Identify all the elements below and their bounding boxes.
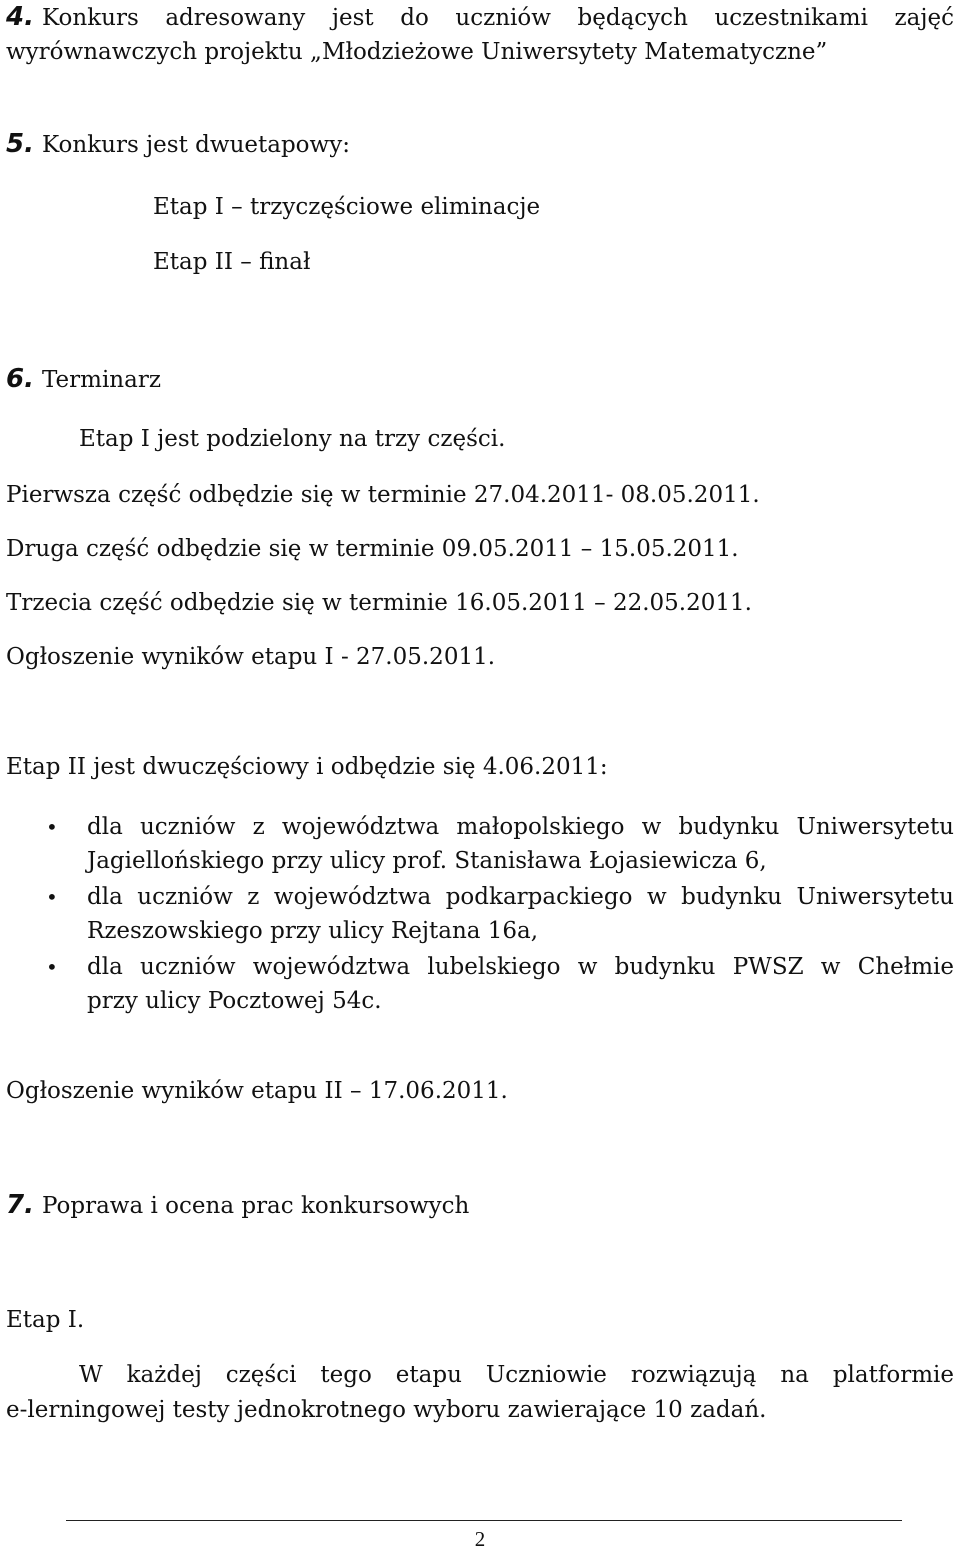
section-5-title: Konkurs jest dwuetapowy: bbox=[41, 132, 350, 158]
location-1-line-1: dla uczniów z województwa małopolskiego w budynku Uniwersytetu bbox=[87, 814, 954, 840]
section-7-paragraph-line-2: e-lerningowej testy jednokrotnego wyboru zawierające 10 zadań. bbox=[6, 1397, 767, 1423]
bullet-icon: • bbox=[46, 955, 58, 979]
section-5-stage-1: Etap I – trzyczęściowe eliminacje bbox=[153, 194, 541, 220]
section-5-heading bbox=[6, 127, 350, 162]
section-7-paragraph-line-1: W każdej części tego etapu Uczniowie rozwiązują na platformie bbox=[79, 1362, 954, 1388]
bullet-icon: • bbox=[46, 815, 58, 839]
section-7-heading bbox=[6, 1188, 469, 1223]
location-3-line-1: dla uczniów województwa lubelskiego w budynku PWSZ w Chełmie bbox=[87, 954, 954, 980]
section-6-part-2: Druga część odbędzie się w terminie 09.05.2011 – 15.05.2011. bbox=[6, 536, 739, 562]
section-6-results-1: Ogłoszenie wyników etapu I - 27.05.2011. bbox=[6, 644, 496, 670]
section-5-number: 5. bbox=[6, 129, 34, 159]
page-number: 2 bbox=[474, 1527, 486, 1551]
bullet-icon: • bbox=[46, 885, 58, 909]
section-6-title: Terminarz bbox=[41, 367, 161, 393]
location-3-line-2: przy ulicy Pocztowej 54c. bbox=[87, 988, 382, 1014]
section-4-number: 4. bbox=[6, 2, 34, 32]
section-7-stage-label: Etap I. bbox=[6, 1307, 85, 1333]
section-6-stage-2-intro: Etap II jest dwuczęściowy i odbędzie się 4.06.2011: bbox=[6, 754, 608, 780]
section-4-line-2: wyrównawczych projektu „Młodzieżowe Uniwersytety Matematyczne” bbox=[6, 39, 828, 65]
footer-divider bbox=[66, 1520, 902, 1521]
location-2-line-1: dla uczniów z województwa podkarpackiego w budynku Uniwersytetu bbox=[87, 884, 954, 910]
section-7-title: Poprawa i ocena prac konkursowych bbox=[41, 1193, 470, 1219]
section-6-number: 6. bbox=[6, 364, 34, 394]
location-2-line-2: Rzeszowskiego przy ulicy Rejtana 16a, bbox=[87, 918, 539, 944]
section-6-results-2: Ogłoszenie wyników etapu II – 17.06.2011. bbox=[6, 1078, 508, 1104]
section-6-heading bbox=[6, 362, 161, 397]
section-7-number: 7. bbox=[6, 1190, 34, 1220]
section-4-line-1 bbox=[6, 0, 954, 35]
section-5-stage-2: Etap II – finał bbox=[153, 249, 311, 275]
location-1-line-2: Jagiellońskiego przy ulicy prof. Stanisława Łojasiewicza 6, bbox=[87, 848, 767, 874]
section-6-intro: Etap I jest podzielony na trzy części. bbox=[79, 426, 506, 452]
section-4-text-line-1: Konkurs adresowany jest do uczniów będących uczestnikami zajęć bbox=[41, 5, 954, 31]
section-6-part-1: Pierwsza część odbędzie się w terminie 27.04.2011- 08.05.2011. bbox=[6, 482, 760, 508]
section-6-part-3: Trzecia część odbędzie się w terminie 16.05.2011 – 22.05.2011. bbox=[6, 590, 752, 616]
